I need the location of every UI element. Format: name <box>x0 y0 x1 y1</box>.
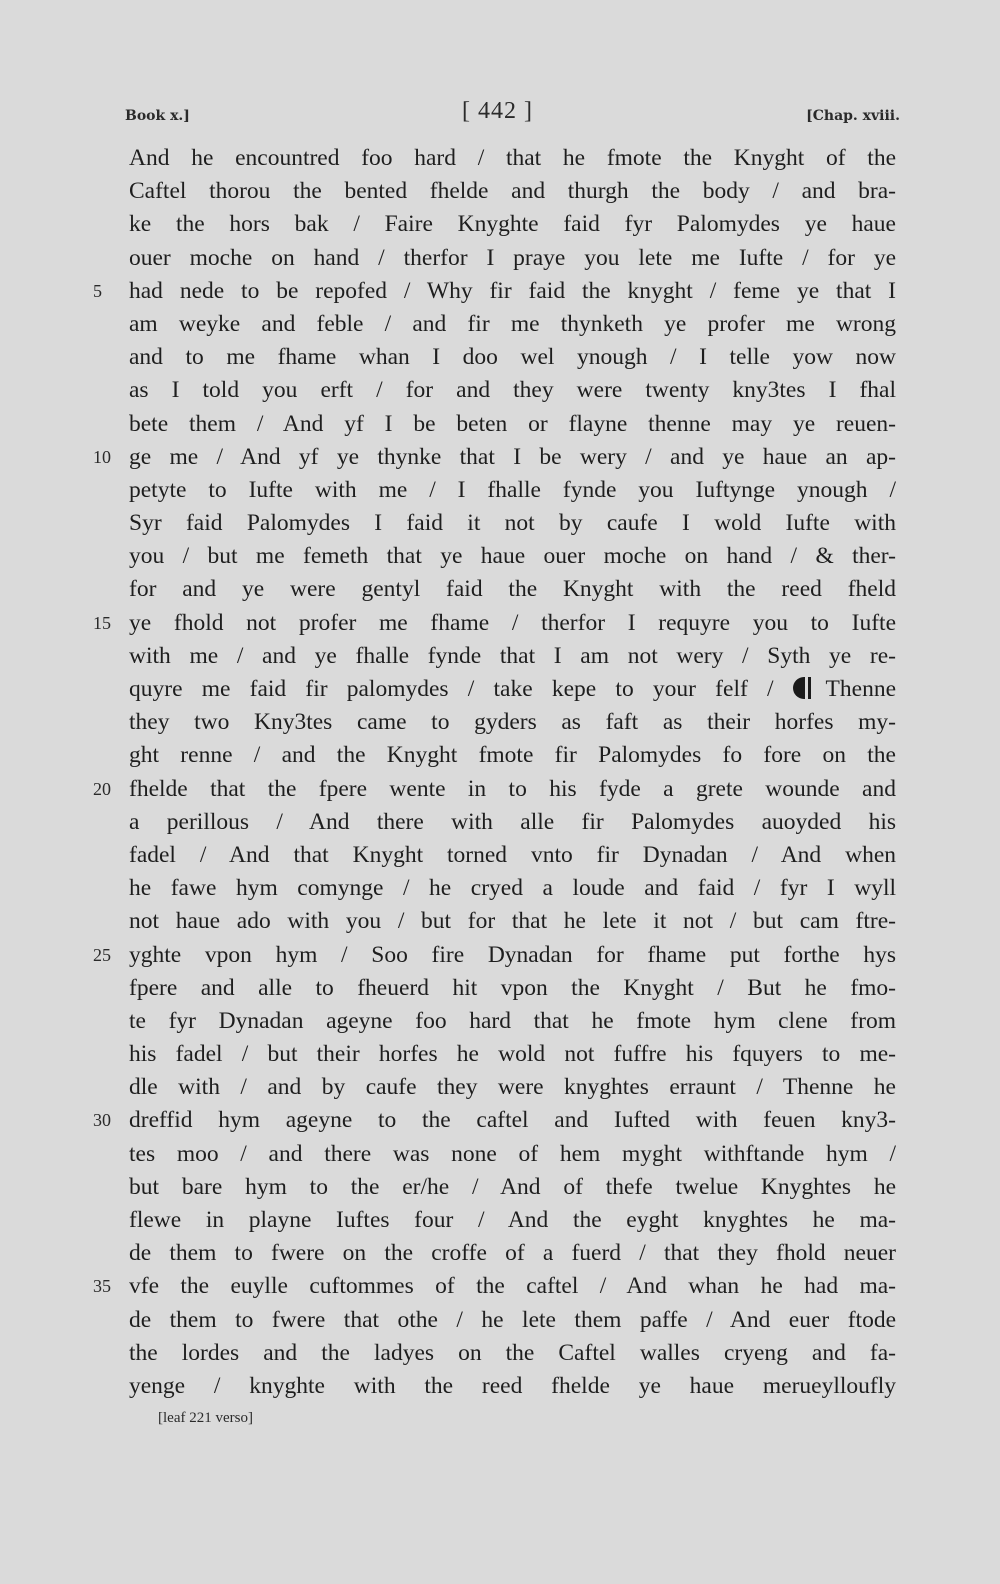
line-text: ouer moche on hand / therfor I praye you lete me Iufte / for ye <box>129 244 896 271</box>
text-line <box>0 1304 1000 1337</box>
text-line <box>0 573 1000 606</box>
text-line <box>0 1138 1000 1171</box>
text-line <box>0 540 1000 573</box>
line-text: de them to fwere on the croffe of a fuerd / that they fhold neuer <box>129 1240 896 1267</box>
line-text: yenge / knyghte with the reed fhelde ye haue merueylloufly <box>129 1372 896 1399</box>
line-text: flewe in playne Iuftes four / And the eyght knyghtes he ma- <box>129 1207 896 1233</box>
line-number: 15 <box>93 612 111 633</box>
text-line <box>0 441 1000 474</box>
text-line <box>0 872 1000 905</box>
line-text: ght renne / and the Knyght fmote fir Palomydes fo fore on the <box>129 742 896 769</box>
line-text <box>129 673 896 706</box>
line-text: with me / and ye fhalle fynde that I am not wery / Syth ye re- <box>129 642 896 669</box>
text-line <box>0 242 1000 275</box>
page-number: [ 442 ] <box>462 98 533 124</box>
leaf-note: [leaf 221 verso] <box>158 1410 253 1426</box>
line-text: fpere and alle to fheuerd hit vpon the Knyght / But he fmo- <box>129 974 896 1001</box>
text-line <box>0 706 1000 739</box>
text-line <box>0 507 1000 540</box>
line-text: de them to fwere that othe / he lete them paffe / And euer ftode <box>129 1306 896 1333</box>
line-text: dle with / and by caufe they were knyghtes erraunt / Thenne he <box>129 1074 896 1101</box>
line-text: you / but me femeth that ye haue ouer moche on hand / & ther- <box>129 543 896 570</box>
text-line <box>0 939 1000 972</box>
text-line <box>0 1171 1000 1204</box>
line-text: the lordes and the ladyes on the Caftel walles cryeng and fa- <box>129 1339 896 1366</box>
line-text: a perillous / And there with alle fir Palomydes auoyded his <box>129 808 896 835</box>
line-text: Syr faid Palomydes I faid it not by caufe I wold Iufte with <box>129 510 896 537</box>
text-line <box>0 739 1000 772</box>
line-text: yghte vpon hym / Soo fire Dynadan for fhame put forthe hys <box>129 941 896 968</box>
line-text: ke the hors bak / Faire Knyghte faid fyr Palomydes ye haue <box>129 211 896 238</box>
paragraph-mark-icon <box>793 677 805 699</box>
text-line <box>0 1038 1000 1071</box>
line-text: petyte to Iufte with me / I fhalle fynde you Iuftynge ynough / <box>129 476 896 503</box>
line-number: 30 <box>93 1110 111 1131</box>
page-body-text <box>0 142 1000 1403</box>
line-number: 35 <box>93 1276 111 1297</box>
line-number: 25 <box>93 944 111 965</box>
line-text-segment: quyre me faid fir palomydes / take kepe to your felf / <box>129 676 774 702</box>
line-text: but bare hym to the er/he / And of thefe twelue Knyghtes he <box>129 1173 896 1200</box>
line-text: vfe the euylle cuftommes of the caftel / And whan he had ma- <box>129 1273 896 1300</box>
text-line <box>0 142 1000 175</box>
text-line <box>0 1337 1000 1370</box>
line-number: 20 <box>93 778 111 799</box>
text-line <box>0 1005 1000 1038</box>
text-line <box>0 308 1000 341</box>
text-line <box>0 1370 1000 1403</box>
line-number: 5 <box>93 280 102 301</box>
text-line <box>0 640 1000 673</box>
text-line <box>0 905 1000 938</box>
line-text: te fyr Dynadan ageyne foo hard that he fmote hym clene from <box>129 1007 896 1034</box>
text-line <box>0 1270 1000 1303</box>
line-text: had nede to be repofed / Why fir faid the knyght / feme ye that I <box>129 277 896 304</box>
running-head-book: Book x.] <box>125 108 190 124</box>
text-line <box>0 607 1000 640</box>
line-text: dreffid hym ageyne to the caftel and Iufted with feuen kny3- <box>129 1107 896 1134</box>
line-text: and to me fhame whan I doo wel ynough / I telle yow now <box>129 344 896 371</box>
line-text-segment: Thenne <box>825 676 896 702</box>
text-line <box>0 673 1000 706</box>
text-line <box>0 374 1000 407</box>
line-text: his fadel / but their horfes he wold not fuffre his fquyers to me- <box>129 1041 896 1068</box>
text-line <box>0 408 1000 441</box>
line-number: 10 <box>93 446 111 467</box>
text-line <box>0 208 1000 241</box>
line-text: as I told you erft / for and they were twenty kny3tes I fhal <box>129 377 896 404</box>
line-text: not haue ado with you / but for that he lete it not / but cam ftre- <box>129 908 896 935</box>
line-text: for and ye were gentyl faid the Knyght with the reed fheld <box>129 576 896 603</box>
text-line <box>0 175 1000 208</box>
text-line <box>0 1237 1000 1270</box>
page-header <box>0 98 1000 138</box>
line-text: Caftel thorou the bented fhelde and thurgh the body / and bra- <box>129 178 896 205</box>
line-text: tes moo / and there was none of hem myght withftande hym / <box>129 1140 896 1167</box>
text-line <box>0 474 1000 507</box>
line-text: fhelde that the fpere wente in to his fyde a grete wounde and <box>129 775 896 802</box>
line-text: they two Kny3tes came to gyders as faft as their horfes my- <box>129 709 896 736</box>
text-line <box>0 972 1000 1005</box>
text-line <box>0 1071 1000 1104</box>
text-line <box>0 1104 1000 1137</box>
line-text: ye fhold not profer me fhame / therfor I requyre you to Iufte <box>129 609 896 636</box>
text-line <box>0 341 1000 374</box>
line-text: And he encountred foo hard / that he fmote the Knyght of the <box>129 145 896 171</box>
text-line <box>0 275 1000 308</box>
line-text: am weyke and feble / and fir me thynketh ye profer me wrong <box>129 310 896 337</box>
text-line <box>0 806 1000 839</box>
line-text: he fawe hym comynge / he cryed a loude and faid / fyr I wyll <box>129 875 896 902</box>
line-text: fadel / And that Knyght torned vnto fir Dynadan / And when <box>129 841 896 868</box>
running-head-chapter: [Chap. xviii. <box>806 108 900 124</box>
line-text: bete them / And yf I be beten or flayne thenne may ye reuen- <box>129 410 896 437</box>
text-line <box>0 839 1000 872</box>
text-line <box>0 773 1000 806</box>
line-text: ge me / And yf ye thynke that I be wery / and ye haue an ap- <box>129 443 896 470</box>
text-line <box>0 1204 1000 1237</box>
